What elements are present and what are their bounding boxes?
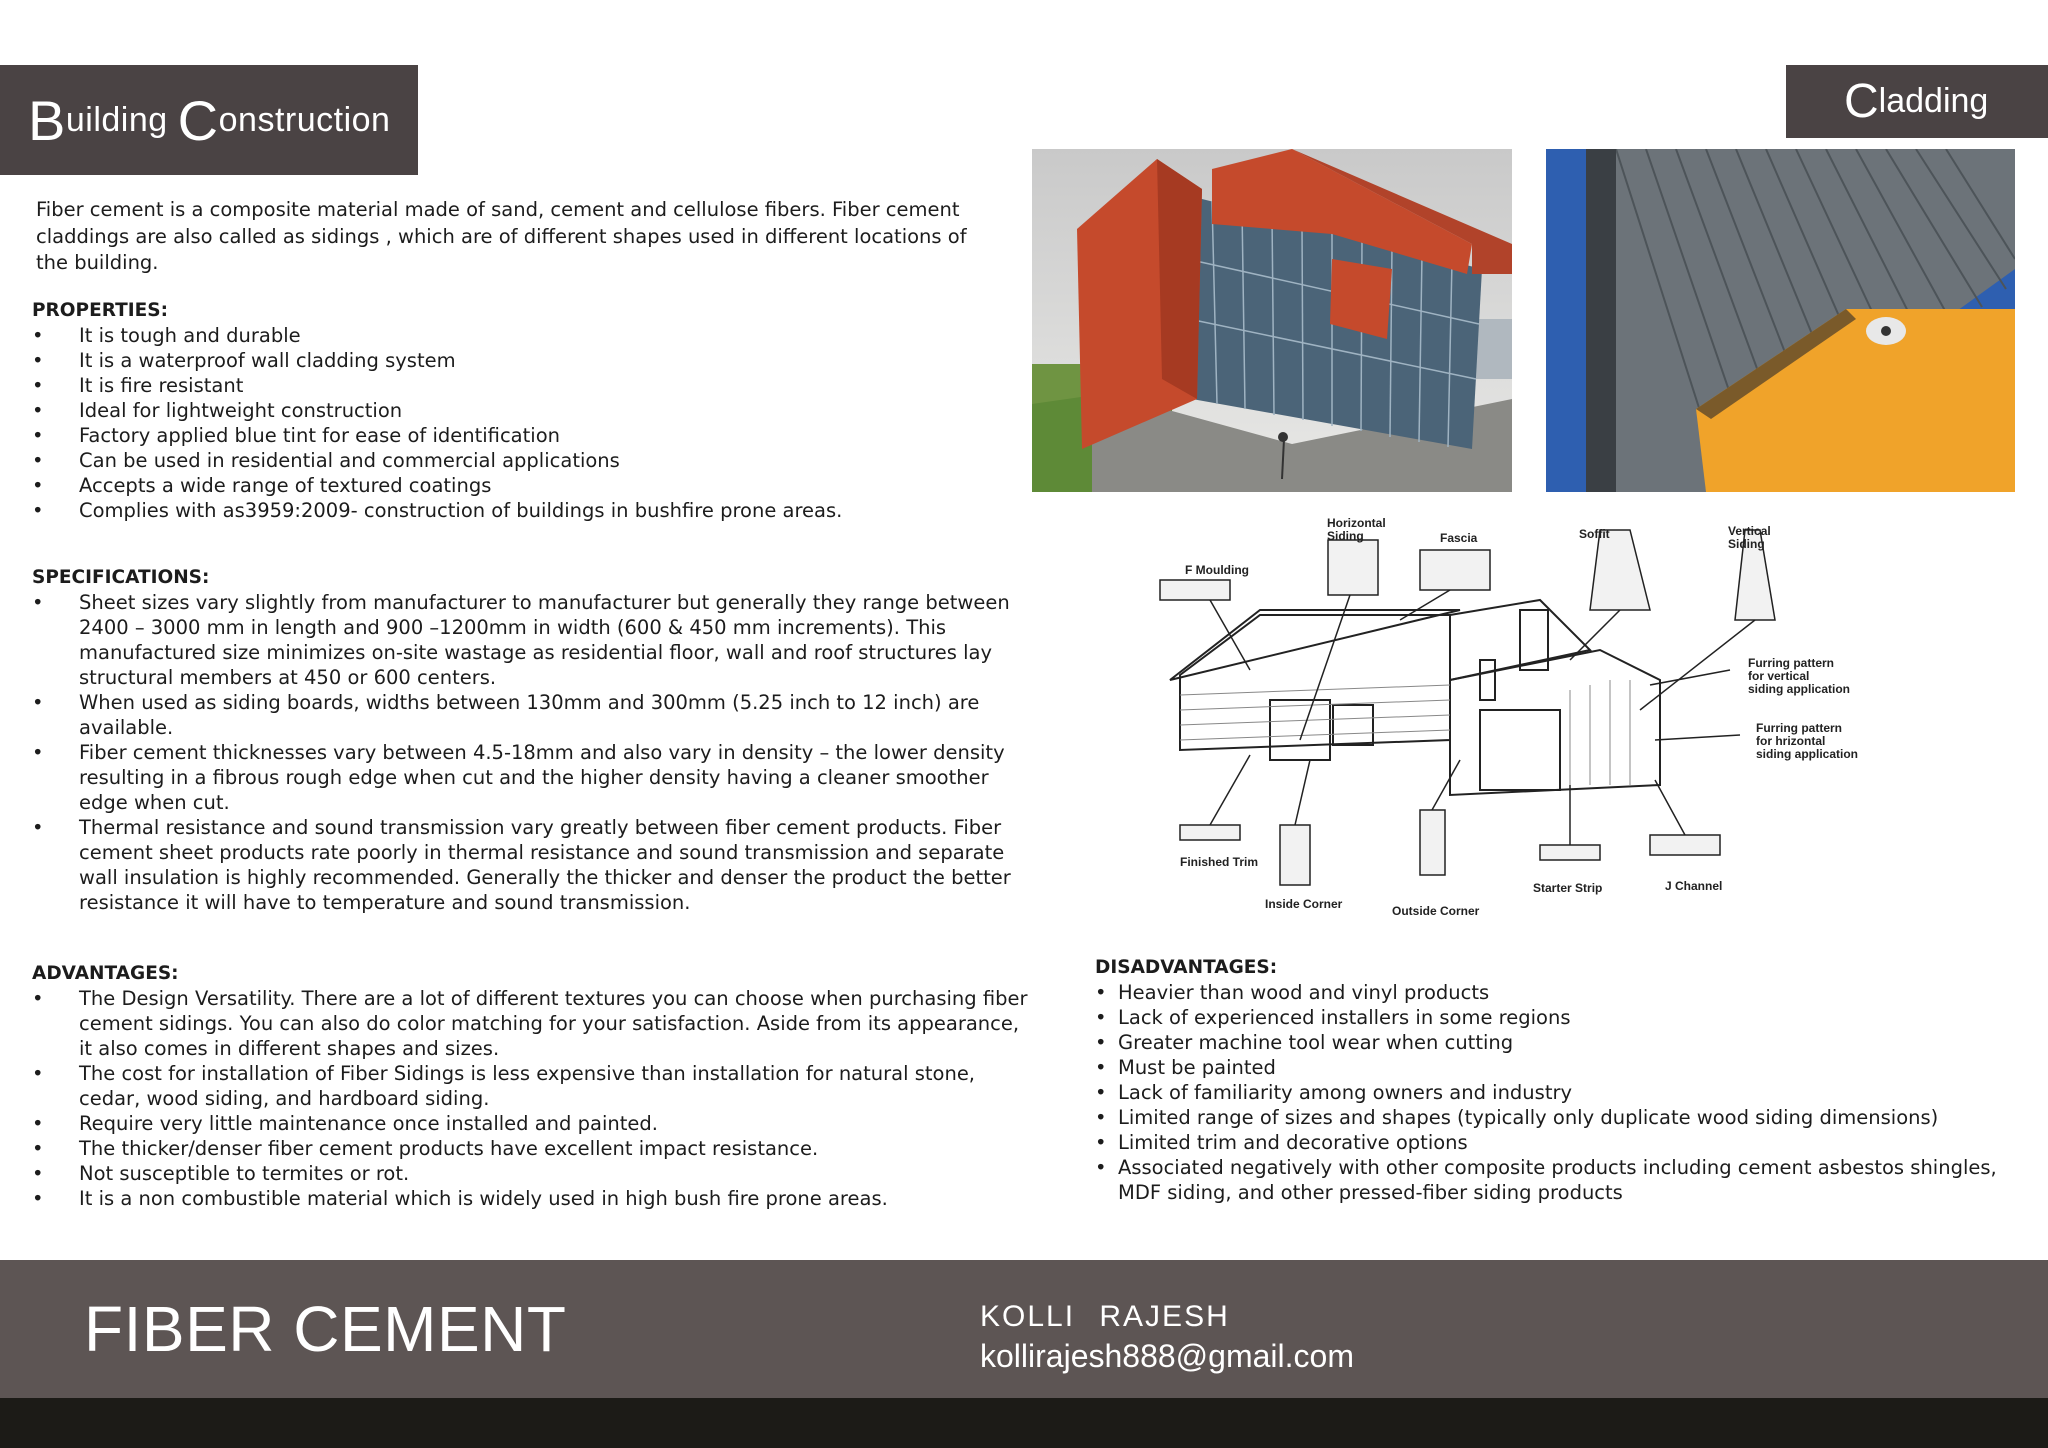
list-item: • Greater machine tool wear when cutting: [1095, 1030, 2035, 1055]
list-item: • It is a waterproof wall cladding system: [32, 348, 992, 373]
advantages-section: [32, 961, 1032, 1211]
label-horizontal-siding-2: Siding: [1327, 529, 1364, 543]
roof-cladding-photo: [1546, 149, 2015, 492]
title-rest-construction: onstruction: [218, 100, 391, 139]
label-furring-horizontal-1: Furring pattern: [1756, 721, 1842, 735]
list-item: • Lack of familiarity among owners and industry: [1095, 1080, 2035, 1105]
label-starter-strip: Starter Strip: [1533, 881, 1603, 895]
list-item: • It is tough and durable: [32, 323, 992, 348]
list-item: • Fiber cement thicknesses vary between 4.5-18mm and also vary in density – the lower density resulting in a fibrous rough edge when cut and the higher density having a cleaner smoother edge when cut.: [32, 740, 1042, 815]
specifications-section: [32, 565, 1042, 915]
properties-list: [32, 323, 992, 523]
label-j-channel: J Channel: [1665, 879, 1723, 893]
label-furring-vertical-3: siding application: [1748, 682, 1851, 696]
author-name: KOLLI RAJESH: [980, 1300, 1230, 1333]
list-item: • Heavier than wood and vinyl products: [1095, 980, 2035, 1005]
label-furring-vertical-2: for vertical: [1748, 669, 1810, 683]
label-horizontal-siding-1: Horizontal: [1327, 516, 1386, 530]
building-photo: [1032, 149, 1512, 492]
footer-title: FIBER CEMENT: [84, 1293, 567, 1365]
bottom-bar: [0, 1398, 2048, 1448]
label-vertical-siding-2: Siding: [1728, 537, 1765, 551]
list-item: • Associated negatively with other composite products including cement asbestos shingles, MDF siding, and other pressed-fiber siding products: [1095, 1155, 2035, 1205]
advantages-list: [32, 986, 1032, 1211]
list-item: • It is a non combustible material which is widely used in high bush fire prone areas.: [32, 1186, 1032, 1211]
title-cap-b: B: [28, 88, 66, 152]
list-item: • Factory applied blue tint for ease of identification: [32, 423, 992, 448]
list-item: • The cost for installation of Fiber Sidings is less expensive than installation for natural stone, cedar, wood siding, and hardboard siding.: [32, 1061, 1032, 1111]
label-furring-vertical-1: Furring pattern: [1748, 656, 1834, 670]
label-soffit: Soffit: [1579, 527, 1610, 541]
list-item: • The Design Versatility. There are a lot of different textures you can choose when purchasing fiber cement sidings. You can also do color matching for your satisfaction. Aside from its appearance, it also comes in different shapes and sizes.: [32, 986, 1032, 1061]
list-item: • Complies with as3959:2009- construction of buildings in bushfire prone areas.: [32, 498, 992, 523]
title-rest-building: uilding: [65, 100, 168, 139]
label-outside-corner: Outside Corner: [1392, 904, 1480, 918]
disadvantages-heading: DISADVANTAGES:: [1095, 957, 1278, 978]
list-item: • Limited trim and decorative options: [1095, 1130, 2035, 1155]
footer-band: [0, 1260, 2048, 1398]
disadvantages-section: [1095, 955, 2035, 1205]
section-title-cladding: [1786, 65, 2048, 138]
list-item: • Thermal resistance and sound transmission vary greatly between fiber cement products. Fiber cement sheet products rate poorly in thermal resistance and sound transmission and separate wall insulation is highly recommended. Generally the thicker and denser the product the better resistance it will have to temperature and sound transmission.: [32, 815, 1042, 915]
specifications-heading: SPECIFICATIONS:: [32, 567, 210, 588]
list-item: • Limited range of sizes and shapes (typically only duplicate wood siding dimensions): [1095, 1105, 2035, 1130]
specifications-list: [32, 590, 1042, 915]
list-item: • Sheet sizes vary slightly from manufacturer to manufacturer but generally they range between 2400 – 3000 mm in length and 900 –1200mm in width (600 & 450 mm increments). This manufactured size minimizes on-site wastage as residential floor, wall and roof structures lay structural members at 450 or 600 centers.: [32, 590, 1042, 690]
intro-paragraph: Fiber cement is a composite material made of sand, cement and cellulose fibers. Fiber cement claddings are also called as sidings , which are of different shapes used in different locations of the building.: [36, 198, 967, 274]
title-cap-c: C: [177, 88, 219, 152]
section-title-building-construction: [0, 65, 418, 175]
list-item: • Not susceptible to termites or rot.: [32, 1161, 1032, 1186]
label-f-moulding: F Moulding: [1185, 563, 1249, 577]
list-item: • Accepts a wide range of textured coatings: [32, 473, 992, 498]
siding-components-diagram: [1150, 510, 1880, 930]
properties-section: [32, 298, 992, 523]
label-fascia: Fascia: [1440, 531, 1478, 545]
advantages-heading: ADVANTAGES:: [32, 963, 179, 984]
disadvantages-list: [1095, 980, 2035, 1205]
cladding-cap: C: [1844, 75, 1879, 128]
list-item: • When used as siding boards, widths between 130mm and 300mm (5.25 inch to 12 inch) are available.: [32, 690, 1042, 740]
author-email: kollirajesh888@gmail.com: [980, 1338, 1354, 1374]
list-item: • Lack of experienced installers in some regions: [1095, 1005, 2035, 1030]
label-furring-horizontal-3: siding application: [1756, 747, 1859, 761]
list-item: • Can be used in residential and commercial applications: [32, 448, 992, 473]
label-inside-corner: Inside Corner: [1265, 897, 1343, 911]
list-item: • Ideal for lightweight construction: [32, 398, 992, 423]
label-furring-horizontal-2: for hrizontal: [1756, 734, 1826, 748]
list-item: • Require very little maintenance once installed and painted.: [32, 1111, 1032, 1136]
list-item: • Must be painted: [1095, 1055, 2035, 1080]
label-finished-trim: Finished Trim: [1180, 855, 1259, 869]
list-item: • The thicker/denser fiber cement products have excellent impact resistance.: [32, 1136, 1032, 1161]
properties-heading: PROPERTIES:: [32, 300, 169, 321]
label-vertical-siding-1: Vertical: [1728, 524, 1771, 538]
cladding-rest: ladding: [1878, 82, 1989, 120]
list-item: • It is fire resistant: [32, 373, 992, 398]
